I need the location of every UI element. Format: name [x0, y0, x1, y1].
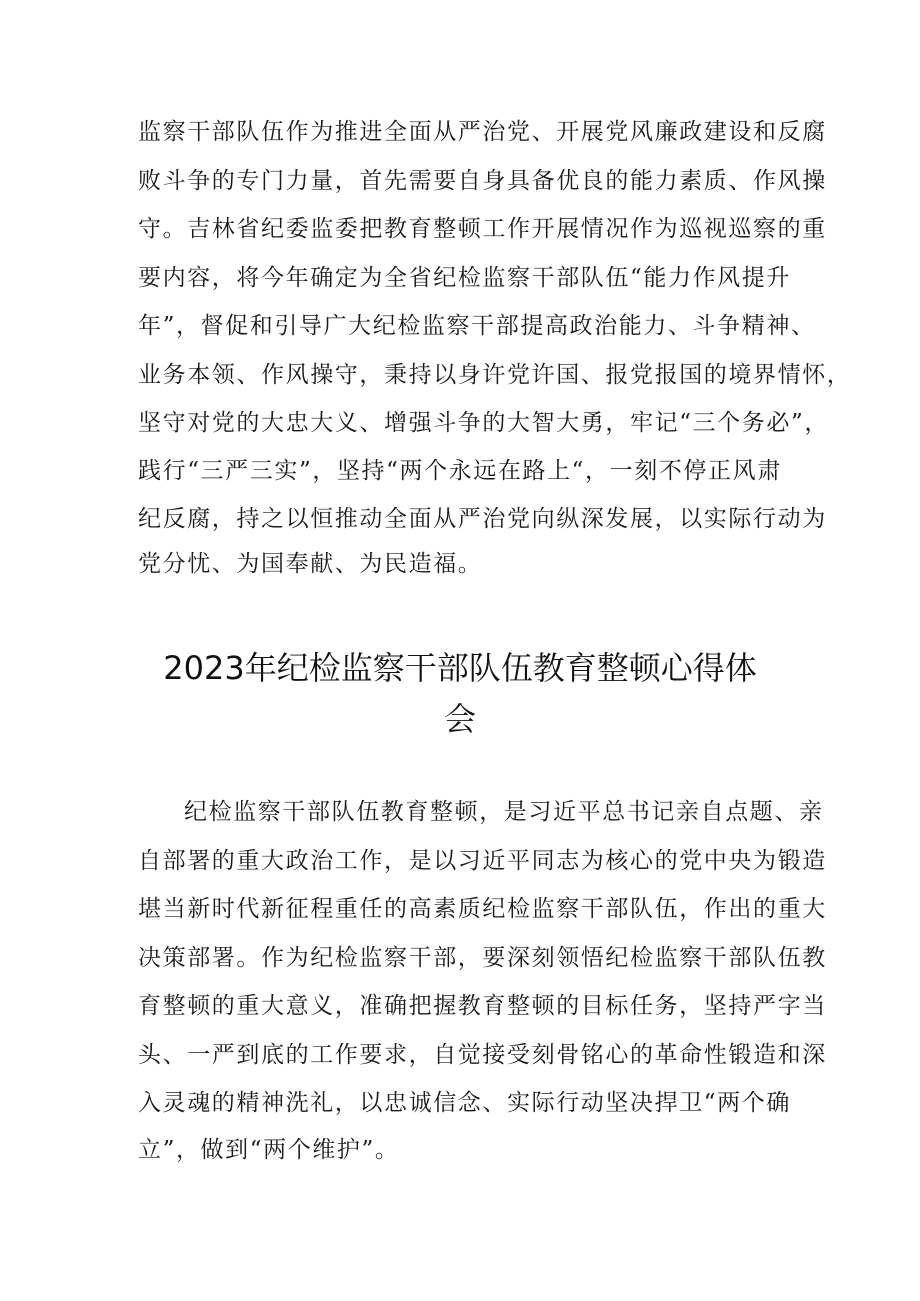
paragraph-2-line: 育整顿的重大意义，准确把握教育整顿的目标任务，坚持严字当 [138, 993, 827, 1019]
paragraph-2-line: 堪当新时代新征程重任的高素质纪检监察干部队伍，作出的重大 [138, 896, 827, 922]
paragraph-2-line: 自部署的重大政治工作，是以习近平同志为核心的党中央为锻造 [138, 848, 827, 874]
paragraph-1-line: 坚守对党的大忠大义、增强斗争的大智大勇，牢记“三个务必”， [138, 410, 829, 436]
paragraph-1-line: 年”，督促和引导广大纪检监察干部提高政治能力、斗争精神、 [138, 313, 816, 339]
paragraph-1-line: 败斗争的专门力量，首先需要自身具备优良的能力素质、作风操 [138, 168, 827, 194]
paragraph-2-line: 立”，做到“两个维护”。 [138, 1137, 400, 1163]
paragraph-2-line: 头、一严到底的工作要求，自觉接受刻骨铭心的革命性锻造和深 [138, 1042, 827, 1068]
paragraph-1-line: 纪反腐，持之以恒推动全面从严治党向纵深发展，以实际行动为 [138, 506, 827, 532]
paragraph-2-line: 决策部署。作为纪检监察干部，要深刻领悟纪检监察干部队伍教 [138, 945, 827, 971]
paragraph-1-line: 党分忧、为国奉献、为民造福。 [138, 551, 483, 577]
paragraph-1-line: 践行“三严三实”，坚持“两个永远在路上“，一刻不停正风肃 [138, 458, 782, 484]
paragraph-2-line: 纪检监察干部队伍教育整顿，是习近平总书记亲自点题、亲 [184, 799, 824, 825]
paragraph-2-line: 入灵魂的精神洗礼，以忠诚信念、实际行动坚决捍卫“两个确 [138, 1090, 791, 1116]
page-title-line-2: 会 [443, 700, 476, 738]
paragraph-1-line: 要内容，将今年确定为全省纪检监察干部队伍“能力作风提升 [138, 265, 791, 291]
paragraph-1-line: 守。吉林省纪委监委把教育整顿工作开展情况作为巡视巡察的重 [138, 216, 827, 242]
paragraph-1-line: 业务本领、作风操守，秉持以身许党许国、报党报国的境界情怀， [138, 362, 852, 388]
page-title-line-1: 2023年纪检监察干部队伍教育整顿心得体 [163, 649, 757, 687]
paragraph-1-line: 监察干部队伍作为推进全面从严治党、开展党风廉政建设和反腐 [138, 119, 827, 145]
